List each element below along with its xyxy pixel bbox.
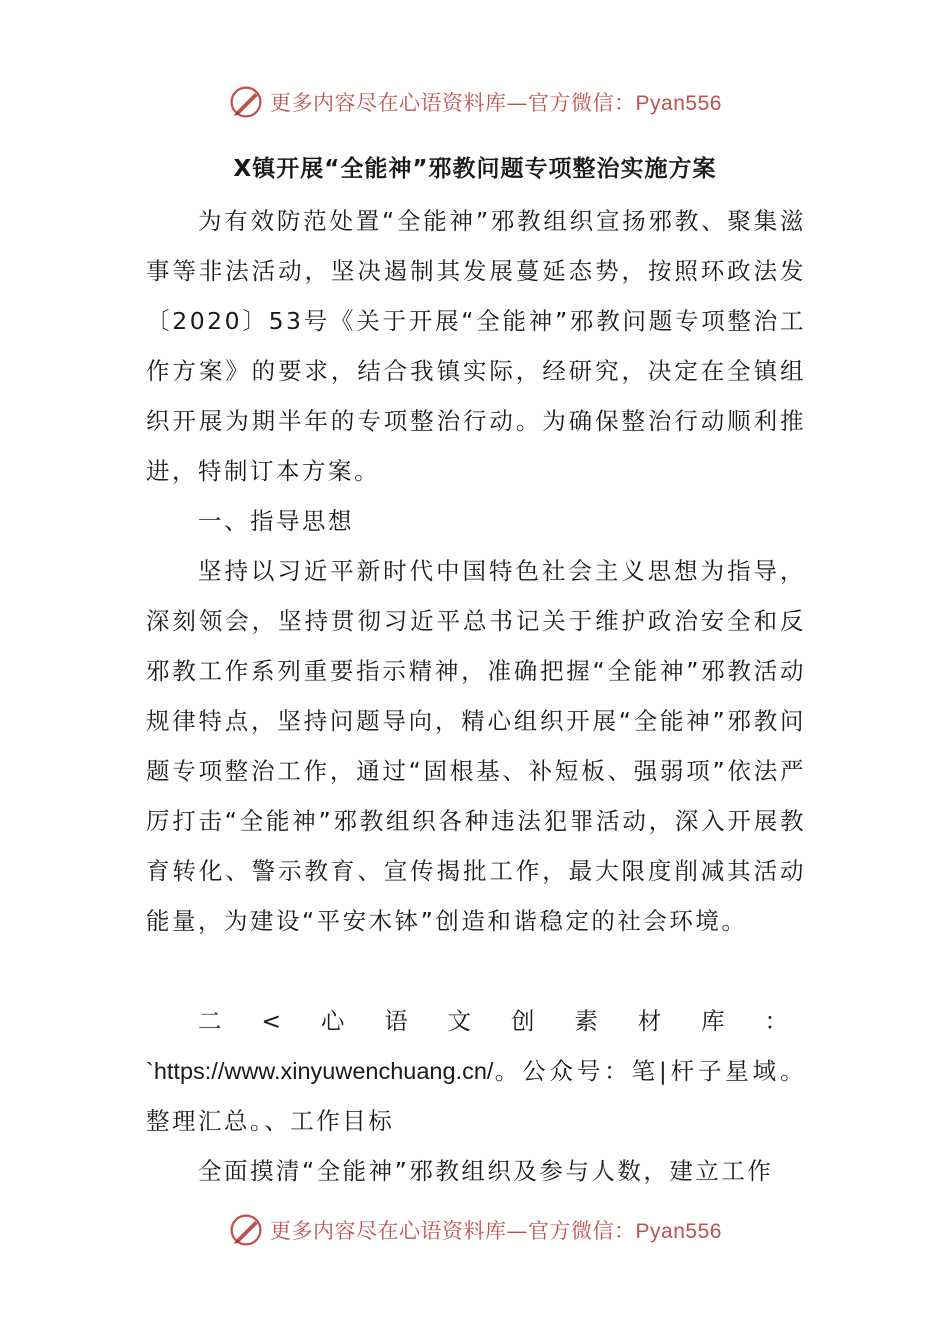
footer-banner xyxy=(0,1208,950,1252)
banner-wechat-text: 官方微信：Pyan556 xyxy=(528,92,722,115)
heading2-prefix: 二<心语文创素材库： xyxy=(198,1007,806,1035)
guiding-ideology-paragraph: 坚持以习近平新时代中国特色社会主义思想为指导，深刻领会，坚持贯彻习近平总书记关于维护政治安全和反邪教工作系列重要指示精神，准确把握“全能神”邪教活动规律特点，坚持问题导向，精心组织开展“全能神”邪教问题专项整治工作，通过“固根基、补短板、强弱项”依法严厉打击“全能神”邪教组织各种违法犯罪活动，深入开展教育转化、警示教育、宣传揭批工作，最大限度削减其活动能量，为建设“平安木钵”创造和谐稳定的社会环境。 xyxy=(146,557,806,935)
banner-text xyxy=(270,1215,722,1245)
section-heading-work-goals xyxy=(146,996,806,1146)
pen-logo-icon xyxy=(228,84,264,120)
work-goals-paragraph: 全面摸清“全能神”邪教组织及参与人数，建立工作 xyxy=(198,1157,774,1185)
banner-wechat-text: 官方微信：Pyan556 xyxy=(528,1220,722,1243)
intro-paragraph: 为有效防范处置“全能神”邪教组织宣扬邪教、聚集滋事等非法活动，坚决遏制其发展蔓延态势，按照环政法发〔2020〕53号《关于开展“全能神”邪教问题专项整治工作方案》的要求，结合我镇实际，经研究，决定在全镇组织开展为期半年的专项整治行动。为确保整治行动顺利推进，特制订本方案。 xyxy=(146,207,806,485)
banner-text xyxy=(270,87,722,117)
banner-site-text: 更多内容尽在心语资料库— xyxy=(270,91,529,115)
document-title: X镇开展“全能神”邪教问题专项整治实施方案 xyxy=(233,156,717,182)
header-banner xyxy=(0,80,950,124)
heading2-suffix: 。公众号：笔|杆子星域。整理汇总。、工作目标 xyxy=(146,1057,806,1135)
banner-site-text: 更多内容尽在心语资料库— xyxy=(270,1219,529,1243)
heading2-url-link[interactable]: `https://www.xinyuwenchuang.cn/ xyxy=(146,1058,494,1084)
section-heading-guiding-ideology: 一、指导思想 xyxy=(198,507,354,535)
pen-logo-icon xyxy=(228,1212,264,1248)
